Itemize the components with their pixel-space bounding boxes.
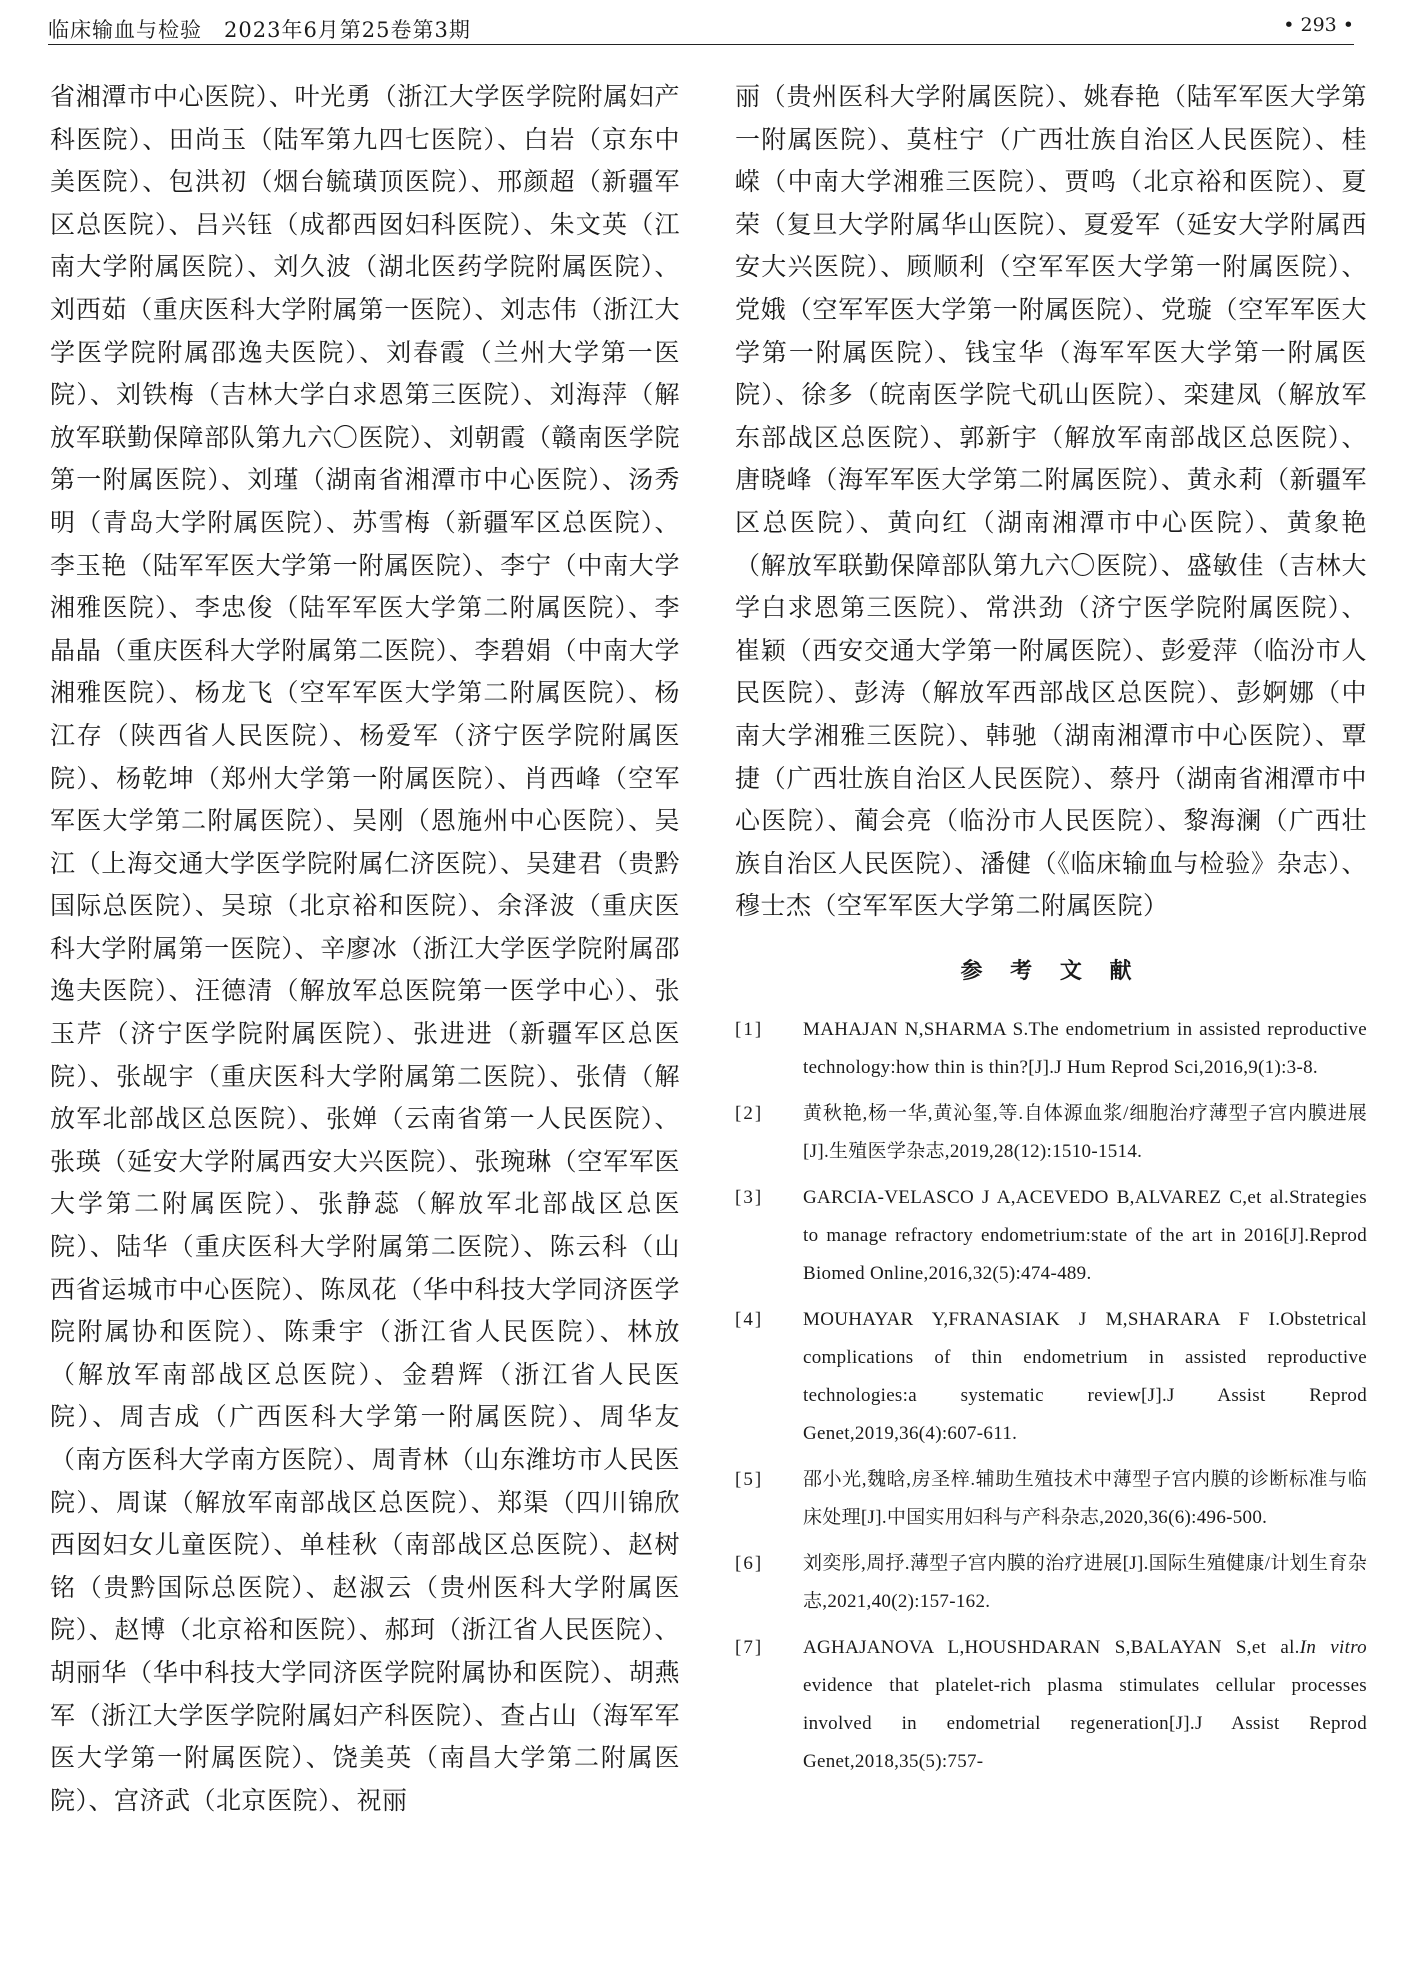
reference-item: [735, 1301, 1367, 1453]
header-divider: [48, 44, 1354, 45]
reference-text: MAHAJAN N,SHARMA S.The endometrium in assisted reproductive technology:how thin is thin?[J].J Hum Reprod Sci,2016,9(1):3-8.: [803, 1018, 1367, 1078]
reference-list: [735, 1011, 1367, 1781]
reference-text-italic: In vitro: [1299, 1636, 1367, 1658]
left-column: [50, 76, 680, 1822]
reference-number: [3]: [735, 1186, 764, 1208]
reference-item: [735, 1095, 1367, 1171]
reference-number: [6]: [735, 1552, 764, 1574]
reference-item: [735, 1629, 1367, 1781]
reference-text: 刘奕彤,周抒.薄型子宫内膜的治疗进展[J].国际生殖健康/计划生育杂志,2021,40(2):157-162.: [803, 1552, 1367, 1612]
reference-text: GARCIA-VELASCO J A,ACEVEDO B,ALVAREZ C,et al.Strategies to manage refractory endometrium:state of the art in 2016[J].Reprod Biomed Online,2016,32(5):474-489.: [803, 1186, 1367, 1284]
reference-number: [4]: [735, 1308, 764, 1330]
reference-text: 黄秋艳,杨一华,黄沁玺,等.自体源血浆/细胞治疗薄型子宫内膜进展[J].生殖医学杂志,2019,28(12):1510-1514.: [803, 1102, 1367, 1162]
reference-text: MOUHAYAR Y,FRANASIAK J M,SHARARA F I.Obstetrical complications of thin endometrium in assisted reproductive technologies:a systematic review[J].J Assist Reprod Genet,2019,36(4):607-611.: [803, 1308, 1367, 1444]
reference-text-start: AGHAJANOVA L,HOUSHDARAN S,BALAYAN S,et al.: [803, 1636, 1300, 1658]
reference-item: [735, 1461, 1367, 1537]
reference-item: [735, 1011, 1367, 1087]
running-header: [48, 8, 1354, 48]
journal-issue: 临床输血与检验 2023年6月第25卷第3期: [48, 18, 471, 42]
references-heading: 参 考 文 献: [960, 957, 1142, 984]
page-number: • 293 •: [1283, 14, 1354, 36]
acknowledgement-paragraph: 省湘潭市中心医院）、叶光勇（浙江大学医学院附属妇产科医院）、田尚玉（陆军第九四七医院）、白岩（京东中美医院）、包洪初（烟台毓璜顶医院）、邢颜超（新疆军区总医院）、吕兴钰（成都西囡妇科医院）、朱文英（江南大学附属医院）、刘久波（湖北医药学院附属医院）、刘西茹（重庆医科大学附属第一医院）、刘志伟（浙江大学医学院附属邵逸夫医院）、刘春霞（兰州大学第一医院）、刘铁梅（吉林大学白求恩第三医院）、刘海萍（解放军联勤保障部队第九六〇医院）、刘朝霞（赣南医学院第一附属医院）、刘瑾（湖南省湘潭市中心医院）、汤秀明（青岛大学附属医院）、苏雪梅（新疆军区总医院）、李玉艳（陆军军医大学第一附属医院）、李宁（中南大学湘雅医院）、李忠俊（陆军军医大学第二附属医院）、李晶晶（重庆医科大学附属第二医院）、李碧娟（中南大学湘雅医院）、杨龙飞（空军军医大学第二附属医院）、杨江存（陕西省人民医院）、杨爱军（济宁医学院附属医院）、杨乾坤（郑州大学第一附属医院）、肖西峰（空军军医大学第二附属医院）、吴刚（恩施州中心医院）、吴江（上海交通大学医学院附属仁济医院）、吴建君（贵黔国际总医院）、吴琼（北京裕和医院）、余泽波（重庆医科大学附属第一医院）、辛廖冰（浙江大学医学院附属邵逸夫医院）、汪德清（解放军总医院第一医学中心）、张玉芹（济宁医学院附属医院）、张进进（新疆军区总医院）、张觇宇（重庆医科大学附属第二医院）、张倩（解放军北部战区总医院）、张婵（云南省第一人民医院）、张瑛（延安大学附属西安大兴医院）、张琬琳（空军军医大学第二附属医院）、张静蕊（解放军北部战区总医院）、陆华（重庆医科大学附属第二医院）、陈云科（山西省运城市中心医院）、陈凤花（华中科技大学同济医学院附属协和医院）、陈秉宇（浙江省人民医院）、林放（解放军南部战区总医院）、金碧辉（浙江省人民医院）、周吉成（广西医科大学第一附属医院）、周华友（南方医科大学南方医院）、周青林（山东潍坊市人民医院）、周谋（解放军南部战区总医院）、郑渠（四川锦欣西囡妇女儿童医院）、单桂秋（南部战区总医院）、赵树铭（贵黔国际总医院）、赵淑云（贵州医科大学附属医院）、赵博（北京裕和医院）、郝珂（浙江省人民医院）、胡丽华（华中科技大学同济医学院附属协和医院）、胡燕军（浙江大学医学院附属妇产科医院）、查占山（海军军医大学第一附属医院）、饶美英（南昌大学第二附属医院）、宫济武（北京医院）、祝丽: [50, 82, 680, 1815]
reference-number: [1]: [735, 1018, 764, 1040]
reference-item: [735, 1545, 1367, 1621]
right-column: [735, 76, 1367, 1789]
reference-number: [7]: [735, 1636, 764, 1658]
acknowledgement-paragraph-continued: 丽（贵州医科大学附属医院）、姚春艳（陆军军医大学第一附属医院）、莫柱宁（广西壮族自治区人民医院）、桂嵘（中南大学湘雅三医院）、贾鸣（北京裕和医院）、夏荣（复旦大学附属华山医院）、夏爱军（延安大学附属西安大兴医院）、顾顺利（空军军医大学第一附属医院）、党娥（空军军医大学第一附属医院）、党璇（空军军医大学第一附属医院）、钱宝华（海军军医大学第一附属医院）、徐多（皖南医学院弋矶山医院）、栾建凤（解放军东部战区总医院）、郭新宇（解放军南部战区总医院）、唐晓峰（海军军医大学第二附属医院）、黄永莉（新疆军区总医院）、黄向红（湖南湘潭市中心医院）、黄象艳（解放军联勤保障部队第九六〇医院）、盛敏佳（吉林大学白求恩第三医院）、常洪劲（济宁医学院附属医院）、崔颖（西安交通大学第一附属医院）、彭爱萍（临汾市人民医院）、彭涛（解放军西部战区总医院）、彭婀娜（中南大学湘雅三医院）、韩驰（湖南湘潭市中心医院）、覃捷（广西壮族自治区人民医院）、蔡丹（湖南省湘潭市中心医院）、蔺会亮（临汾市人民医院）、黎海澜（广西壮族自治区人民医院）、潘健（《临床输血与检验》杂志）、穆士杰（空军军医大学第二附属医院）: [735, 82, 1367, 921]
reference-number: [2]: [735, 1102, 764, 1124]
reference-item: [735, 1179, 1367, 1293]
reference-text-end: evidence that platelet-rich plasma stimulates cellular processes involved in endometrial regeneration[J].J Assist Reprod Genet,2018,35(5):757-: [803, 1674, 1367, 1772]
reference-number: [5]: [735, 1468, 764, 1490]
reference-text: 邵小光,魏晗,房圣梓.辅助生殖技术中薄型子宫内膜的诊断标准与临床处理[J].中国实用妇科与产科杂志,2020,36(6):496-500.: [803, 1468, 1367, 1528]
